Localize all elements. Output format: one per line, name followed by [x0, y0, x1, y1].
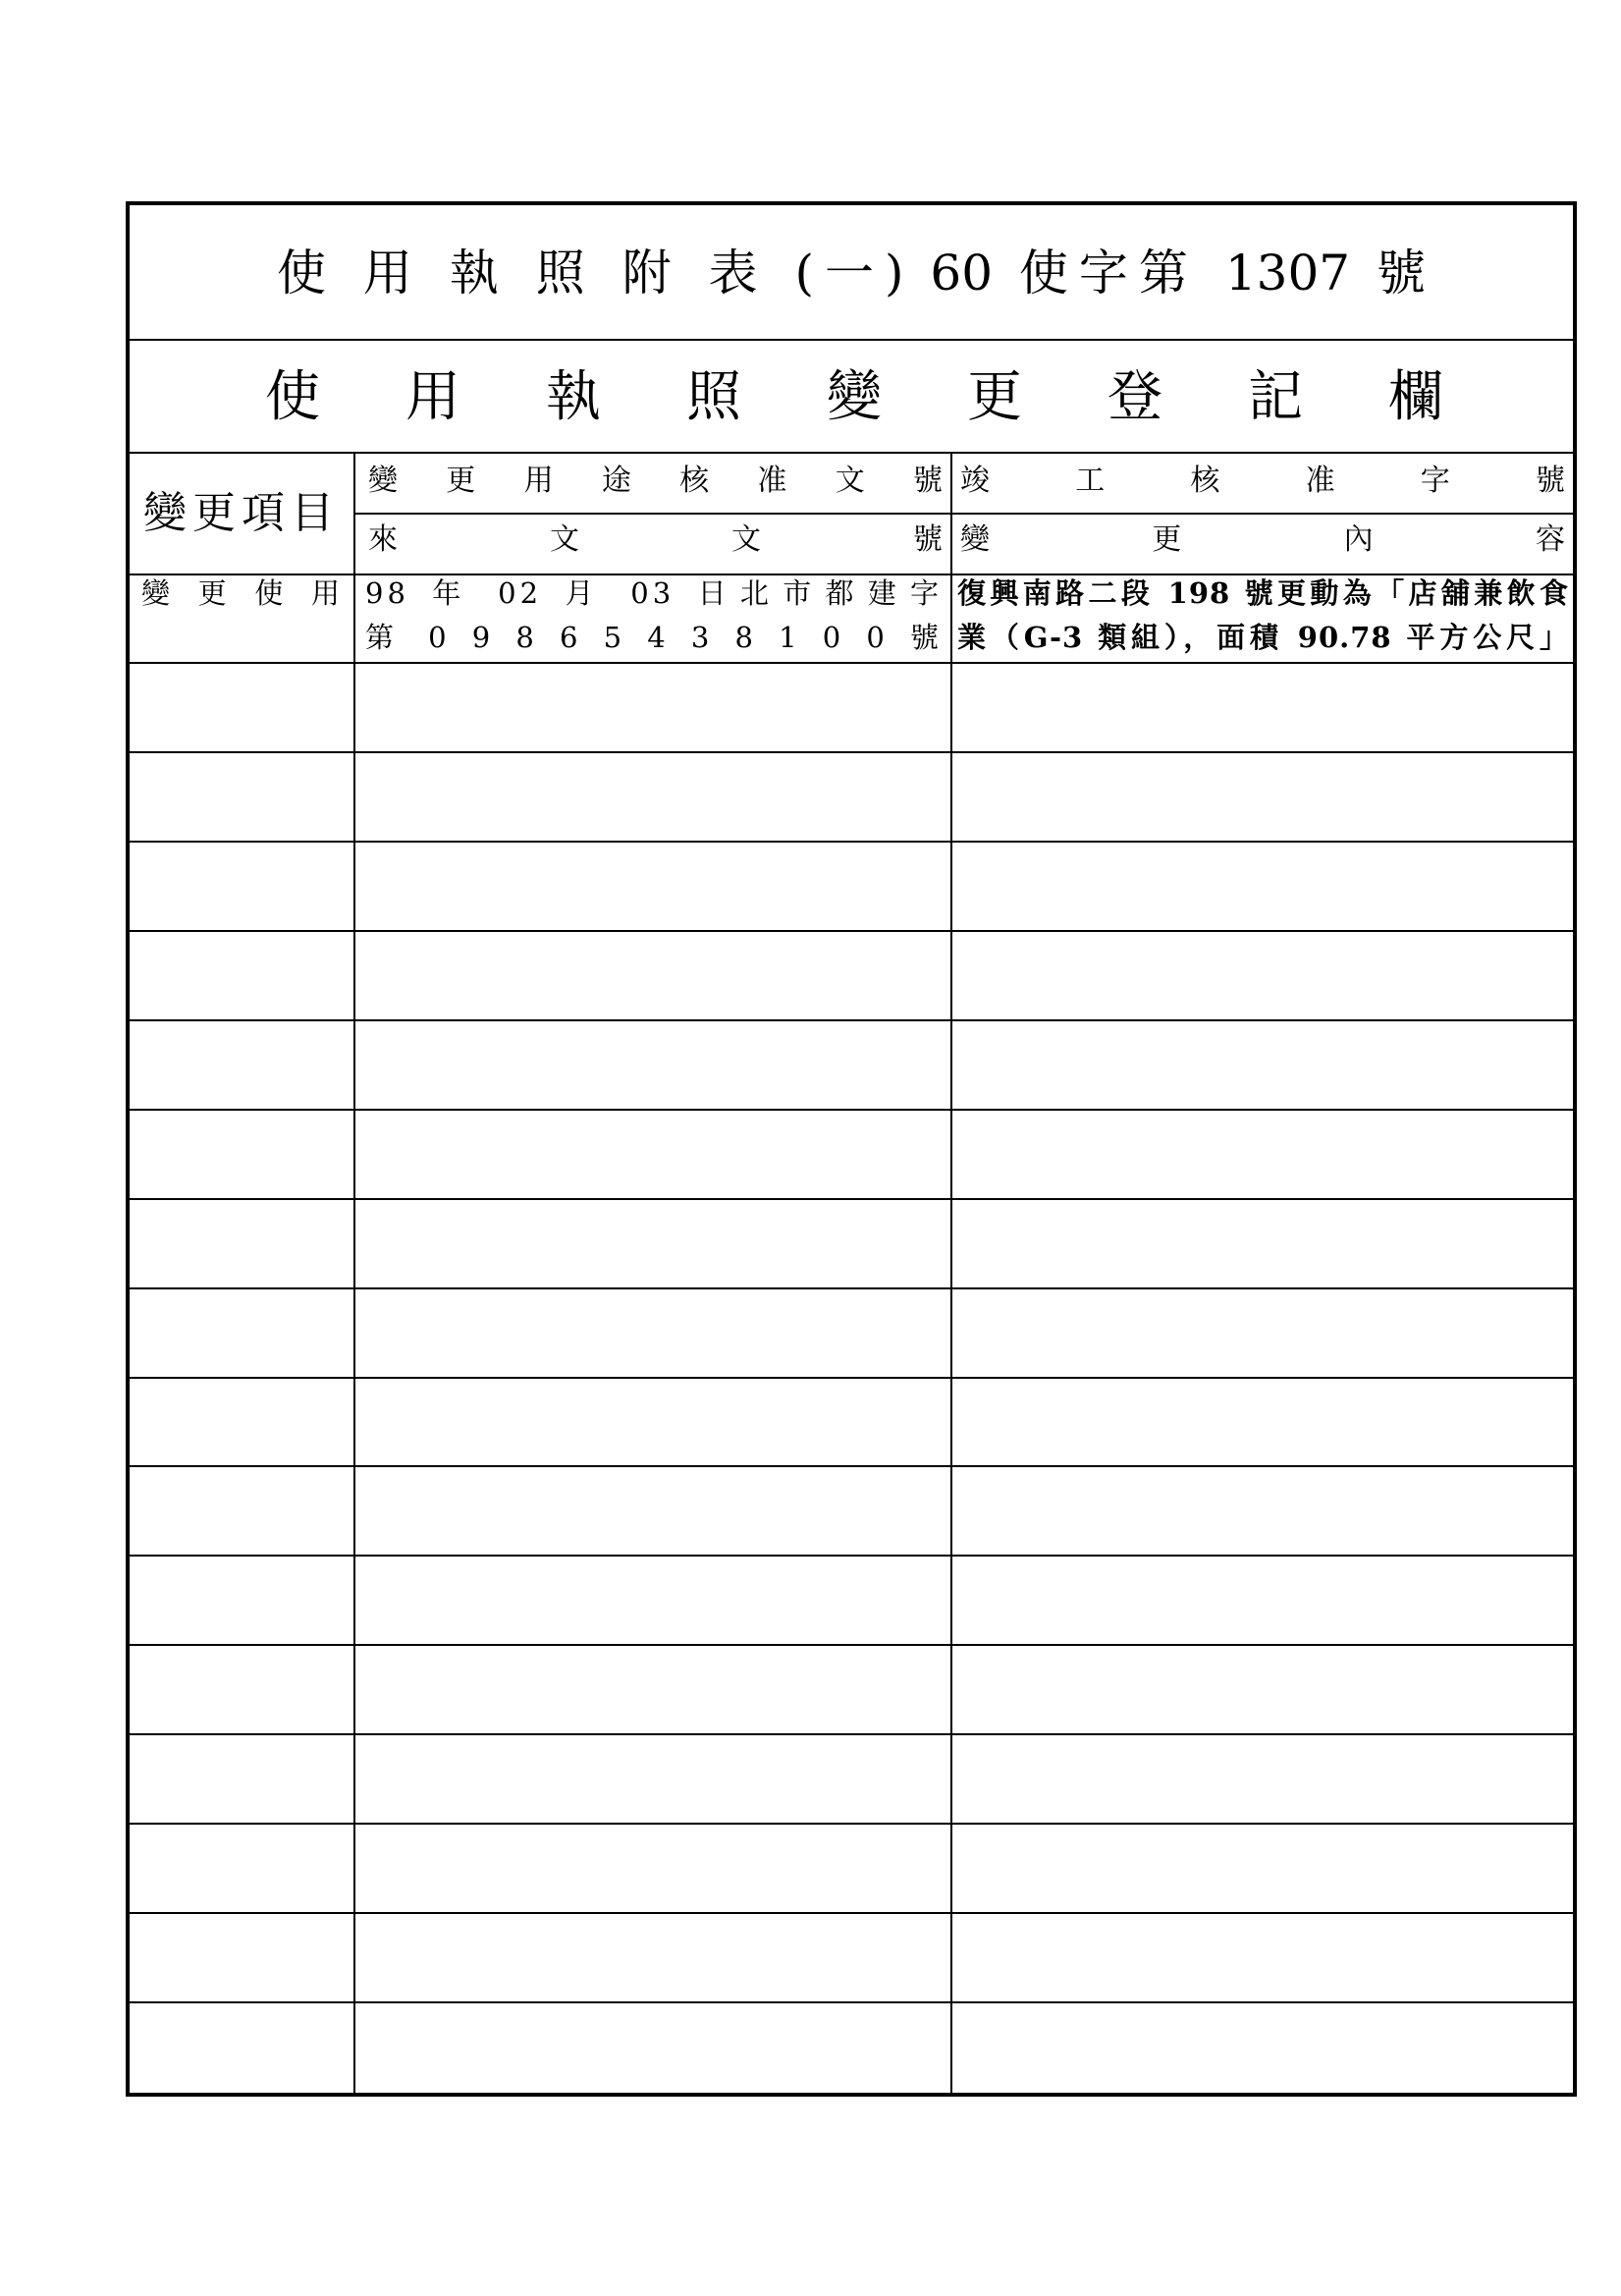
blank-cell-item — [130, 1467, 353, 1557]
blank-cell-content — [952, 1111, 1573, 1200]
entry-doc-no-line-1: 98 年 02 月 03 日北市都建字 — [365, 576, 943, 610]
blank-row — [130, 1111, 1573, 1200]
header-change-item: 變更項目 — [143, 488, 340, 538]
blank-cell-doc-no — [355, 1557, 950, 1646]
blank-row — [130, 1467, 1573, 1557]
blank-row — [130, 1379, 1573, 1468]
blank-cell-item — [130, 1021, 353, 1111]
blank-cell-doc-no — [355, 1825, 950, 1914]
blank-row — [130, 1646, 1573, 1735]
title-divider — [130, 339, 1573, 341]
blank-row — [130, 2003, 1573, 2093]
blank-cell-doc-no — [355, 932, 950, 1021]
blank-cell-content — [952, 932, 1573, 1021]
blank-cell-item — [130, 1289, 353, 1379]
blank-cell-content — [952, 1825, 1573, 1914]
blank-cell-content — [952, 1646, 1573, 1735]
blank-cell-item — [130, 1825, 353, 1914]
blank-cell-content — [952, 1557, 1573, 1646]
blank-cell-item — [130, 843, 353, 932]
blank-cell-item — [130, 2003, 353, 2093]
blank-cell-doc-no — [355, 1200, 950, 1289]
header-completion-no: 竣 工 核 准 字 號 — [960, 464, 1565, 498]
blank-cell-item — [130, 1914, 353, 2003]
blank-cell-item — [130, 1735, 353, 1825]
header-approval-doc-no: 變 更 用 途 核 准 文 號 — [368, 464, 943, 498]
blank-cell-item — [130, 1646, 353, 1735]
blank-cell-content — [952, 843, 1573, 932]
blank-row — [130, 1914, 1573, 2003]
subtitle-divider — [130, 452, 1573, 454]
blank-row — [130, 753, 1573, 843]
entry-content-line-2: 業（G-3 類組），面積 90.78 平方公尺」 — [957, 621, 1569, 654]
form-subtitle: 使 用 執 照 變 更 登 記 欄 — [265, 366, 1443, 429]
blank-cell-content — [952, 1735, 1573, 1825]
blank-cell-content — [952, 1289, 1573, 1379]
blank-cell-doc-no — [355, 1379, 950, 1468]
blank-cell-content — [952, 1914, 1573, 2003]
blank-cell-content — [952, 1379, 1573, 1468]
entry-doc-no-line-2: 第 0 9 8 6 5 4 3 8 1 0 0 號 — [365, 621, 943, 654]
blank-cell-doc-no — [355, 1914, 950, 2003]
blank-row — [130, 1200, 1573, 1289]
blank-cell-doc-no — [355, 1289, 950, 1379]
blank-cell-item — [130, 1200, 353, 1289]
blank-cell-doc-no — [355, 1021, 950, 1111]
blank-cell-doc-no — [355, 664, 950, 753]
entry-content-line-1: 復興南路二段 198 號更動為「店舖兼飲食 — [957, 576, 1569, 610]
blank-row — [130, 1289, 1573, 1379]
blank-cell-item — [130, 1557, 353, 1646]
blank-cell-content — [952, 664, 1573, 753]
blank-cell-doc-no — [355, 2003, 950, 2093]
blank-cell-content — [952, 2003, 1573, 2093]
header-sub-divider — [355, 513, 1573, 515]
entry-item: 變 更 使 用 — [141, 576, 344, 610]
blank-cell-content — [952, 753, 1573, 843]
blank-cell-doc-no — [355, 753, 950, 843]
form-frame — [126, 201, 1577, 2097]
blank-cell-doc-no — [355, 1646, 950, 1735]
blank-cell-content — [952, 1467, 1573, 1557]
header-incoming-doc-no: 來 文 文 號 — [368, 522, 943, 557]
blank-cell-item — [130, 1379, 353, 1468]
blank-row — [130, 843, 1573, 932]
form-title: 使 用 執 照 附 表 (一) 60 使字第 1307 號 — [277, 245, 1426, 301]
blank-row — [130, 1557, 1573, 1646]
blank-cell-content — [952, 1200, 1573, 1289]
blank-row — [130, 664, 1573, 753]
blank-cell-item — [130, 753, 353, 843]
blank-row — [130, 932, 1573, 1021]
header-change-content: 變 更 內 容 — [960, 522, 1565, 557]
blank-cell-doc-no — [355, 1111, 950, 1200]
blank-cell-doc-no — [355, 843, 950, 932]
blank-cell-doc-no — [355, 1735, 950, 1825]
blank-cell-item — [130, 664, 353, 753]
blank-cell-content — [952, 1021, 1573, 1111]
blank-cell-item — [130, 1111, 353, 1200]
blank-row — [130, 1825, 1573, 1914]
blank-rows — [130, 664, 1573, 2093]
blank-cell-doc-no — [355, 1467, 950, 1557]
blank-cell-item — [130, 932, 353, 1021]
blank-row — [130, 1735, 1573, 1825]
blank-row — [130, 1021, 1573, 1111]
